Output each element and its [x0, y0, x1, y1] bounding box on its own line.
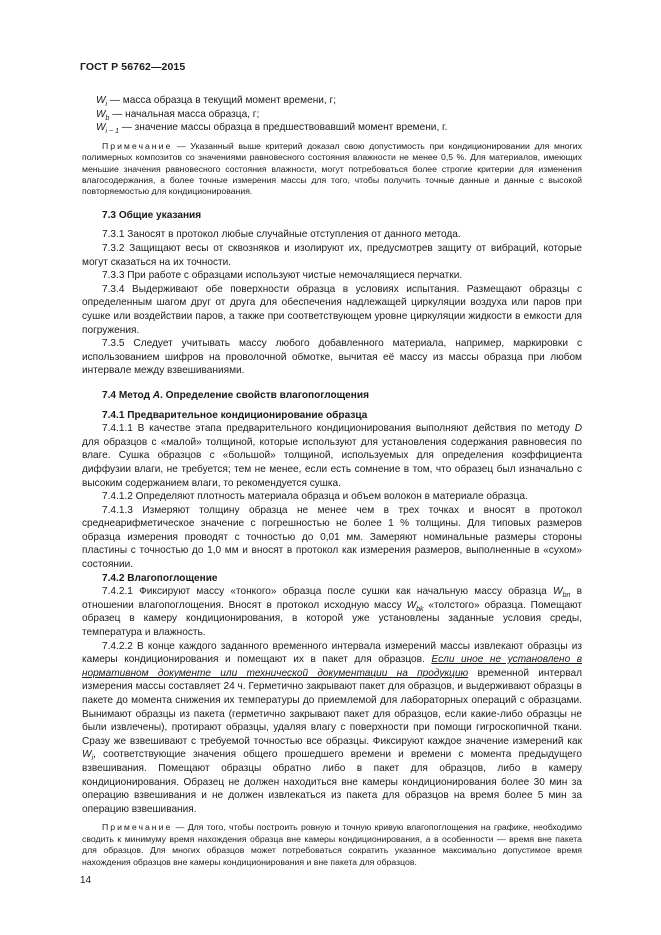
- paragraph-7-3-4: 7.3.4 Выдерживают обе поверхности образца в условиях испытания. Размещают образцы с определенным шагом друг от друга для обеспечения надлежащей циркуляции воздуха или паров при сушке или воздействии паров, а также при соответствующем уровне циркуляции жидкости в емкости для погружения.: [82, 283, 582, 336]
- document-header: ГОСТ Р 56762—2015: [80, 61, 186, 73]
- paragraph-7-3-1: 7.3.1 Заносят в протокол любые случайные отступления от данного метода.: [102, 229, 461, 241]
- definition-text: — начальная масса образца, г;: [109, 108, 260, 120]
- note-label: Примечание: [102, 822, 173, 833]
- symbol: W: [82, 749, 92, 761]
- section-7-4-heading: [82, 389, 582, 403]
- paragraph-7-4-1-2: 7.4.1.2 Определяют плотность материала образца и объем волокон в материале образца.: [102, 491, 528, 503]
- definition-wi-1: [82, 121, 582, 135]
- symbol: W: [96, 108, 106, 120]
- text-run: 7.4.2.1 Фиксируют массу «тонкого» образца после сушки как начальную массу образца: [102, 586, 554, 598]
- note-2: [82, 822, 582, 868]
- text-run: , соответствующие значения общего прошедшего времени и времени с момента предыдущего взвешивания. Помещают образцы обратно либо в пакет для образцов, либо в камеру кондиционирования. Образец не должен находиться вне камеры кондиционирования более 30 мин за операцию взвешивания и не должен извлекаться из пакета для образцов на время более 5 мин за операцию взвешивания.: [82, 749, 582, 815]
- text-run: «толстого» образца. Помещают образец в камеру кондиционирования, в которой уже установлены заданные условия среды, температура и влажность.: [82, 599, 582, 639]
- note-label: Примечание: [102, 140, 173, 151]
- paragraph-7-4-2-1: [82, 585, 582, 639]
- paragraph-7-4-1-3: 7.4.1.3 Измеряют толщину образца не менее чем в трех точках и вносят в протокол среднеарифметическое значение с погрешностью не более 1 % толщины. Для типовых размеров образца измерения проводят с точностью до 0,01 мм. Замеряют номинальные размеры стороны пластины с точностью до 1,0 мм и вносят в протокол как измерения размеров, выполненные в «сухом» состоянии.: [82, 504, 582, 571]
- symbol-subscript: b: [105, 114, 110, 122]
- symbol: W: [553, 586, 563, 598]
- paragraph-7-3-3: 7.3.3 При работе с образцами используют чистые немочалящиеся перчатки.: [102, 270, 463, 282]
- document-body: [82, 94, 582, 868]
- definition-wb: [82, 108, 582, 122]
- symbol-subscript: i: [91, 755, 94, 763]
- symbol: W: [96, 122, 106, 134]
- text-run: для образцов с «малой» толщиной, которые используют для установления содержания равновесия по влаге. Сушка образцов с «большой» толщиной, используемых для определения коэффициента диффузии влаги, не требуется; тем не менее, если есть сомнение в том, что образец был изначально с высоким содержанием влаги, то рекомендуется сушка.: [82, 436, 582, 489]
- section-7-4-1-heading: 7.4.1 Предварительное кондиционирование образца: [102, 409, 368, 421]
- text-run: 7.4.1.1 В качестве этапа предварительного кондиционирования выполняют действия по методу: [102, 423, 575, 435]
- note-text: — Указанный выше критерий доказал свою допустимость при кондиционировании для многих полимерных композитов со значениями равновесного состояния влажности не менее 0,5 %. Для материалов, имеющих меньшие значения равновесного состояния влажности, могут потребоваться более строгие критерии для изменения влагосодержания, а более точные измерения массы для того, чтобы получить точные данные и данные с высокой повторяемостью для кондиционирования.: [82, 140, 582, 197]
- section-7-3-heading: 7.3 Общие указания: [102, 209, 202, 221]
- definition-wi: [82, 94, 582, 108]
- definition-text: — значение массы образца в предшествовавший момент времени, г.: [118, 122, 448, 134]
- symbol: W: [96, 95, 106, 106]
- paragraph-7-3-5: 7.3.5 Следует учитывать массу любого добавленного материала, например, маркировки с использованием шифров на проволочной обмотке, вычитая её массу из массы образца при любом интервале между взвешиваниями.: [82, 338, 582, 377]
- symbol-subscript: i − 1: [105, 128, 119, 136]
- symbol-subscript: bk: [416, 605, 424, 613]
- emphasized-text: Если иное не установлено в нормативном документе или технической документации на продукцию: [82, 654, 582, 679]
- note-1: [82, 141, 582, 198]
- text-run: 7.4.2.2 В конце каждого заданного временного интервала измерений массы извлекают образцы из камеры кондиционирования и помещают их в пакет для образцов.: [82, 640, 582, 666]
- symbol: W: [406, 599, 417, 611]
- paragraph-7-3-2: 7.3.2 Защищают весы от сквозняков и изолируют их, предусмотрев защиту от вибраций, которые могут сказаться на их точности.: [82, 243, 582, 268]
- method-letter: А: [152, 389, 161, 401]
- section-7-4-2-heading: 7.4.2 Влагопоглощение: [102, 572, 218, 584]
- symbol-subscript: bn: [562, 592, 571, 600]
- page-number: 14: [80, 875, 92, 886]
- note-text: — Для того, чтобы построить ровную и точную кривую влагопоглощения на графике, необходимо сводить к минимуму время нахождения образца вне камеры кондиционирования, а в особенности — время вне пакета для образцов. Для многих образцов может потребоваться сократить указанное максимально допустимое время нахождения образцов вне камеры кондиционирования и вне пакета для образцов.: [82, 822, 582, 867]
- heading-part: . Определение свойств влагопоглощения: [160, 389, 369, 401]
- text-run: в отношении влагопоглощения. Вносят в протокол исходную массу: [82, 586, 582, 611]
- paragraph-7-4-1-1: [82, 422, 582, 490]
- symbol-subscript: i: [105, 101, 108, 109]
- definition-text: — масса образца в текущий момент времени, г;: [107, 95, 337, 106]
- paragraph-7-4-2-2: [82, 640, 582, 817]
- text-run: временной интервал измерения массы составляет 24 ч. Герметично закрывают пакет для образцов, и выдерживают образцы в пакете до момента снижения их температуры до приемлемой для лабораторных операций с образцами. Вынимают образцы из пакета (герметично закрывают пакет для образцов, если какие-либо образцы не были извлечены), протирают образцы, удаляя влагу с поверхности при помощи гигроскопичной ткани. Сразу же взвешивают с требуемой точностью все образцы. Фиксируют каждое значение измерений как: [82, 667, 582, 747]
- heading-part: 7.4 Метод: [102, 389, 153, 401]
- method-letter: D: [574, 423, 582, 435]
